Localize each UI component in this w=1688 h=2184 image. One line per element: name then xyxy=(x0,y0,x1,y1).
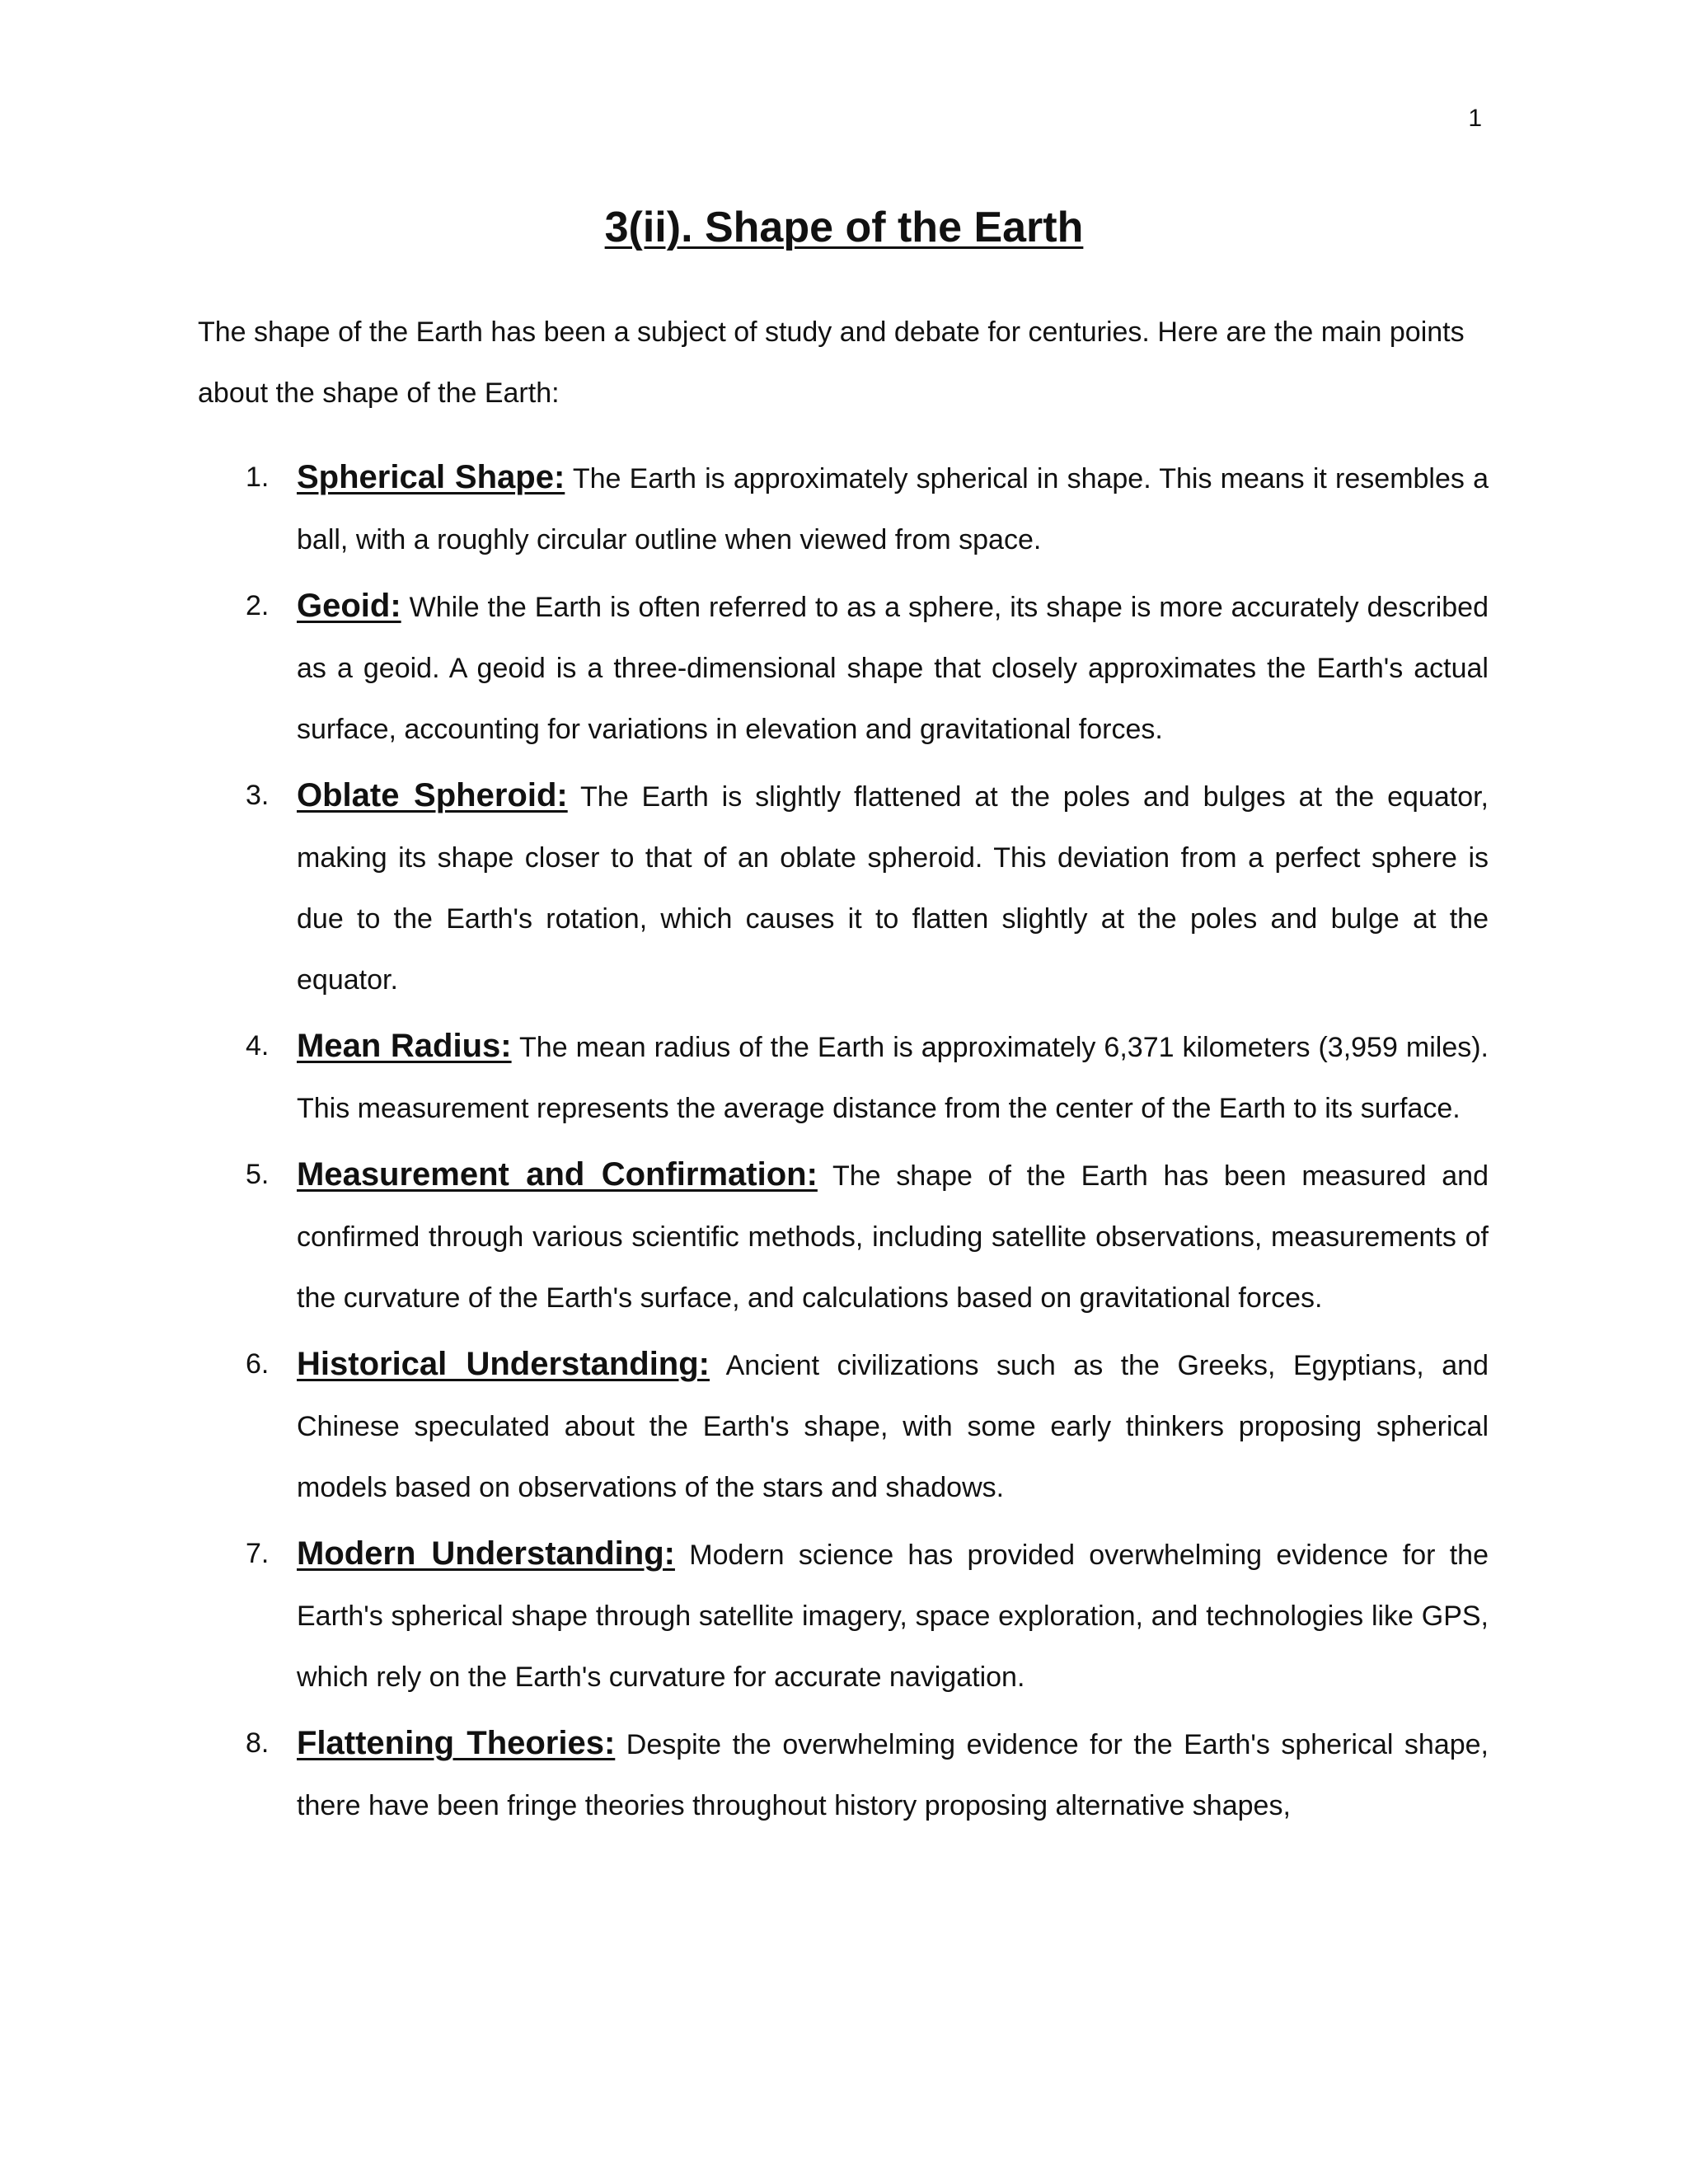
list-number: 8. xyxy=(246,1727,270,1759)
point-text: Despite the overwhelming evidence for the Earth's spherical shape, there have been fringe theories throughout history proposing alternative shapes, xyxy=(297,1729,1489,1821)
point-text: Modern science has provided overwhelming evidence for the Earth's spherical shape through satellite imagery, space exploration, and technologies like GPS, which rely on the Earth's curvature for accurate navigation. xyxy=(297,1540,1489,1693)
page-title: 3(ii). Shape of the Earth xyxy=(604,204,1084,251)
point-text: The Earth is slightly flattened at the poles and bulges at the equator, making its shape closer to that of an oblate spheroid. This deviation from a perfect sphere is due to the Earth's rotation, which causes it to flatten slightly at the poles and bulge at the equator. xyxy=(297,781,1489,996)
point-heading: Modern Understanding: xyxy=(297,1535,675,1572)
list-number: 7. xyxy=(246,1538,270,1569)
list-item xyxy=(198,1713,1489,1836)
list-item xyxy=(198,1144,1489,1329)
page-number: 1 xyxy=(1468,105,1482,132)
list-item xyxy=(198,1015,1489,1139)
list-item xyxy=(198,1333,1489,1518)
point-heading: Spherical Shape: xyxy=(297,459,565,495)
list-number: 5. xyxy=(246,1159,270,1190)
point-heading: Mean Radius: xyxy=(297,1028,512,1064)
point-text: Ancient civilizations such as the Greeks, Egyptians, and Chinese speculated about the Earth's shape, with some early thinkers proposing spherical models based on observations of the stars and shadows. xyxy=(297,1350,1489,1503)
point-text: The shape of the Earth has been measured and confirmed through various scientific methods, including satellite observations, measurements of the curvature of the Earth's surface, and calculations based on gravitational forces. xyxy=(297,1160,1489,1314)
point-text: The Earth is approximately spherical in shape. This means it resembles a ball, with a roughly circular outline when viewed from space. xyxy=(297,463,1489,555)
list-number: 6. xyxy=(246,1348,270,1380)
list-number: 4. xyxy=(246,1030,270,1062)
list-item xyxy=(198,1523,1489,1708)
point-text: While the Earth is often referred to as a sphere, its shape is more accurately described as a geoid. A geoid is a three-dimensional shape that closely approximates the Earth's actual surface, accounting for variations in elevation and gravitational forces. xyxy=(297,592,1489,745)
point-heading: Flattening Theories: xyxy=(297,1725,616,1761)
point-heading: Historical Understanding: xyxy=(297,1346,710,1382)
list-item xyxy=(198,447,1489,570)
intro-paragraph: The shape of the Earth has been a subject of study and debate for centuries. Here are the main points about the shape of the Earth: xyxy=(198,316,1465,409)
list-number: 1. xyxy=(246,462,270,493)
list-item xyxy=(198,575,1489,760)
point-heading: Measurement and Confirmation: xyxy=(297,1156,818,1193)
point-heading: Geoid: xyxy=(297,588,401,624)
point-heading: Oblate Spheroid: xyxy=(297,777,568,813)
list-number: 3. xyxy=(246,780,270,811)
list-number: 2. xyxy=(246,590,270,621)
point-text: The mean radius of the Earth is approximately 6,371 kilometers (3,959 miles). This measurement represents the average distance from the center of the Earth to its surface. xyxy=(297,1032,1489,1124)
points-list xyxy=(198,447,1489,1841)
list-item xyxy=(198,765,1489,1010)
